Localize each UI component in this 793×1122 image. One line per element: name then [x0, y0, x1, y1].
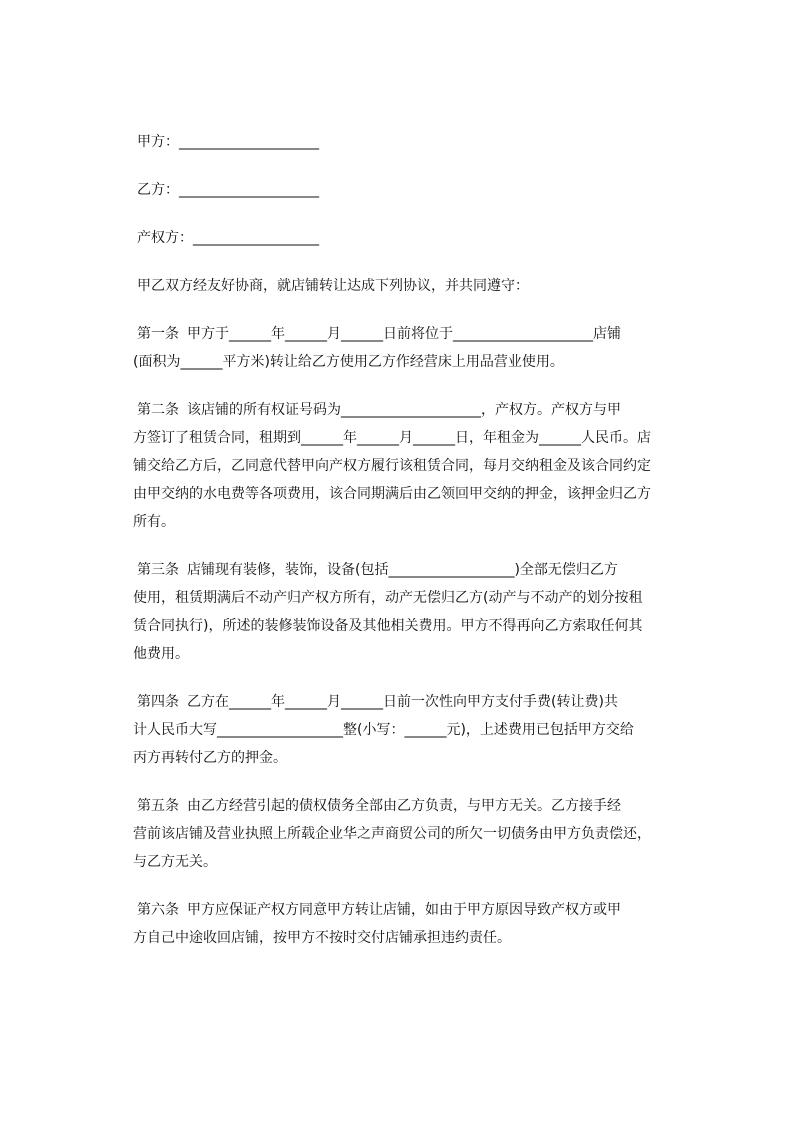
article-text: 甲方于______年______月______日前将位于____________________店铺: [187, 326, 621, 342]
article-number: 第一条: [137, 326, 179, 342]
agreement-intro: 甲乙双方经友好协商，就店铺转让达成下列协议，并共同遵守：: [137, 278, 529, 294]
article-line: [137, 688, 699, 716]
article-line: 丙方再转付乙方的押金。: [133, 750, 287, 766]
article-line: 方自己中途收回店铺，按甲方不按时交付店铺承担违约责任。: [133, 930, 511, 946]
article-number: 第四条: [137, 694, 179, 710]
party-a-field: 甲方：____________________: [137, 134, 319, 150]
article-5: [133, 792, 699, 876]
contract-body: [133, 128, 699, 972]
article-number: 第六条: [137, 902, 179, 918]
article-text: 由乙方经营引起的债权债务全部由乙方负责，与甲方无关。乙方接手经: [187, 798, 621, 814]
article-number: 第五条: [137, 798, 179, 814]
article-text: 该店铺的所有权证号码为____________________，产权方。产权方与甲: [187, 402, 621, 418]
article-6: [133, 896, 699, 952]
article-number: 第三条: [137, 562, 179, 578]
article-line: 方签订了租赁合同，租期到______年______月______日，年租金为______人民币。店: [133, 430, 651, 446]
article-text: 乙方在______年______月______日前一次性向甲方支付手费(转让费)共: [187, 694, 618, 710]
article-line: (面积为______平方米)转让给乙方使用乙方作经营床上用品营业使用。: [133, 354, 564, 370]
article-text: 店铺现有装修，装饰，设备(包括__________________)全部无偿归乙方: [187, 562, 618, 578]
party-b-field: 乙方：____________________: [137, 182, 319, 198]
article-number: 第二条: [137, 402, 179, 418]
article-line: 与乙方无关。: [133, 854, 217, 870]
article-4: [133, 688, 699, 772]
article-line: 营前该店铺及营业执照上所载企业华之声商贸公司的所欠一切债务由甲方负责偿还，: [133, 826, 651, 842]
article-line: 计人民币大写__________________整(小写：______元)，上述费用已包括甲方交给: [133, 722, 634, 738]
article-line: 使用，租赁期满后不动产归产权方所有，动产无偿归乙方(动产与不动产的划分按租: [133, 590, 643, 606]
article-line: 铺交给乙方后，乙同意代替甲向产权方履行该租赁合同，每月交纳租金及该合同约定: [133, 458, 651, 474]
article-line: 由甲交纳的水电费等各项费用，该合同期满后由乙领回甲交纳的押金，该押金归乙方: [133, 486, 651, 502]
article-2: [133, 396, 699, 536]
article-line: [137, 556, 699, 584]
article-line: [137, 792, 699, 820]
article-1: [133, 320, 699, 376]
article-line: [137, 896, 699, 924]
article-line: [137, 396, 699, 424]
article-text: 甲方应保证产权方同意甲方转让店铺，如由于甲方原因导致产权方或甲: [187, 902, 621, 918]
article-line: 所有。: [133, 514, 175, 530]
article-line: [137, 320, 699, 348]
article-3: [133, 556, 699, 668]
article-line: 赁合同执行)，所述的装修装饰设备及其他相关费用。甲方不得再向乙方索取任何其: [133, 618, 643, 634]
property-owner-field: 产权方：__________________: [137, 230, 319, 246]
article-line: 他费用。: [133, 646, 189, 662]
